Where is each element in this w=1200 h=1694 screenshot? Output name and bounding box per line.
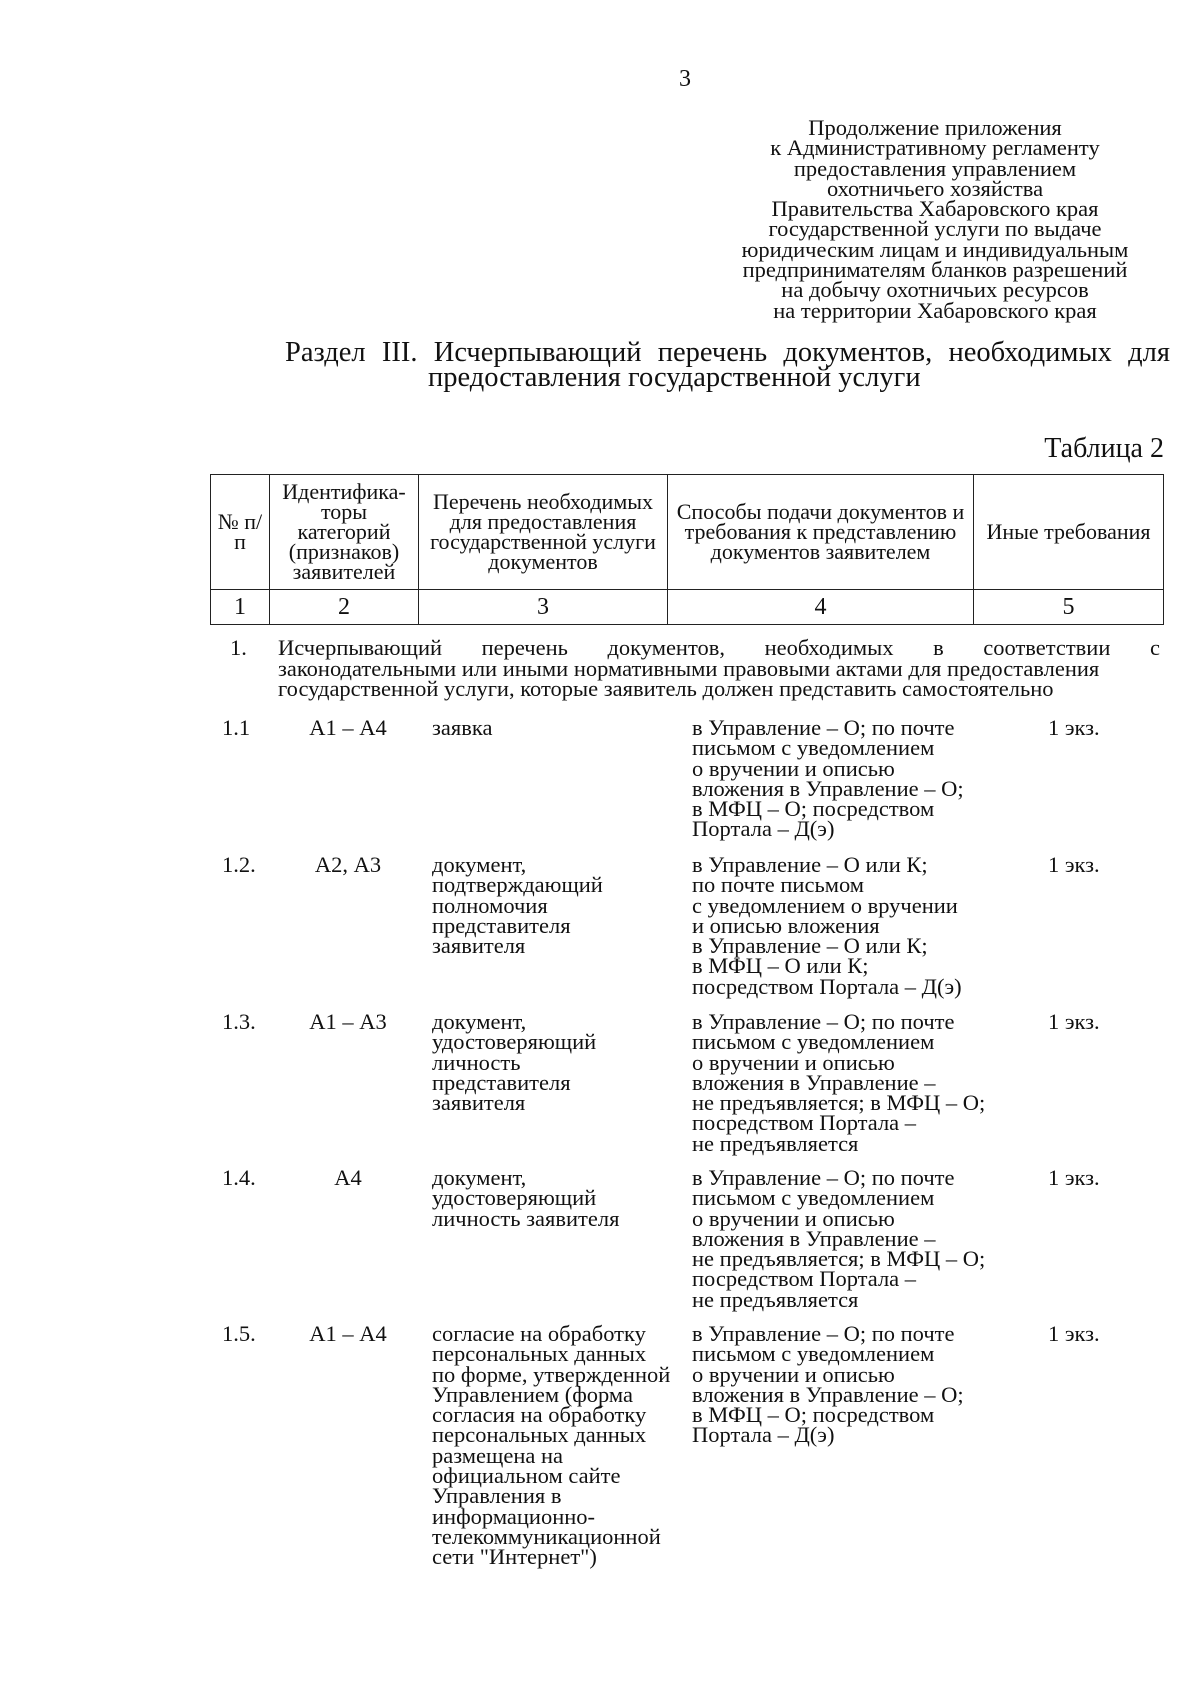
- way-line: о вручении и описью: [692, 1205, 895, 1231]
- way-line: письмом с уведомлением: [692, 735, 935, 761]
- row-document: [432, 1165, 682, 1231]
- way-line: вложения в Управление – О;: [692, 1381, 964, 1407]
- doc-line: согласия на обработку: [432, 1402, 647, 1428]
- appendix-line: государственной услуги по выдаче: [768, 216, 1102, 242]
- way-line: в Управление – О или К;: [692, 933, 928, 959]
- row-submission-methods: [692, 1321, 1022, 1448]
- col-header-submission-methods: Способы подачи документов и требования к представлению документов заявителем: [668, 475, 974, 590]
- way-line: о вручении и описью: [692, 1361, 895, 1387]
- way-line: Портала – Д(э): [692, 816, 835, 842]
- doc-line: Управлением (форма: [432, 1381, 634, 1407]
- doc-line: документ,: [432, 1009, 527, 1034]
- way-line: в Управление – О; по почте: [692, 1009, 955, 1034]
- row-submission-methods: [692, 1009, 1022, 1156]
- doc-line: сети "Интернет"): [432, 1544, 597, 1570]
- doc-line: Управления в: [432, 1483, 562, 1509]
- col-number: 1: [211, 590, 270, 625]
- table-header-row: [211, 475, 1164, 590]
- col-number: 5: [974, 590, 1164, 625]
- appendix-line: на добычу охотничьих ресурсов: [781, 277, 1089, 303]
- way-line: и описью вложения: [692, 912, 880, 938]
- heading-word: соответствии: [983, 635, 1111, 660]
- title-word: Раздел: [285, 337, 366, 368]
- row-other-requirements: 1 экз.: [1048, 1321, 1100, 1346]
- doc-line: размещена на: [432, 1442, 564, 1468]
- heading-word: документов,: [607, 635, 726, 660]
- way-line: не предъявляется: [692, 1130, 859, 1156]
- section-title-line2: предоставления государственной услуги: [428, 362, 921, 393]
- row-document: [432, 1321, 682, 1570]
- col-number: 3: [419, 590, 668, 625]
- title-word: необходимых: [948, 337, 1112, 368]
- col-header-number: № п/п: [211, 475, 270, 590]
- row-other-requirements: 1 экз.: [1048, 852, 1100, 877]
- doc-line: персональных данных: [432, 1422, 647, 1448]
- row-submission-methods: [692, 1165, 1022, 1312]
- row-applicant-codes: А1 – А4: [309, 1321, 387, 1346]
- way-line: письмом с уведомлением: [692, 1185, 935, 1211]
- row-document: [432, 715, 682, 740]
- col-header-other-requirements: Иные требования: [974, 475, 1164, 590]
- appendix-line: на территории Хабаровского края: [773, 297, 1097, 323]
- title-word: документов,: [783, 337, 933, 368]
- table-column-numbers-row: [211, 590, 1164, 625]
- heading-word: Исчерпывающий: [278, 635, 443, 660]
- appendix-line: юридическим лицам и индивидуальным: [741, 236, 1129, 262]
- section-1-heading: [230, 635, 1160, 701]
- title-word: III.: [381, 337, 418, 368]
- title-word: Исчерпывающий: [433, 337, 642, 368]
- way-line: о вручении и описью: [692, 1049, 895, 1075]
- doc-line: документ,: [432, 852, 527, 877]
- row-document: [432, 1009, 682, 1116]
- col-number: 2: [270, 590, 419, 625]
- heading-word: в: [933, 635, 944, 660]
- heading-word: перечень: [481, 635, 568, 660]
- appendix-line: Продолжение приложения: [808, 115, 1062, 140]
- row-other-requirements: 1 экз.: [1048, 715, 1100, 740]
- way-line: с уведомлением о вручении: [692, 892, 958, 918]
- doc-line: удостоверяющий: [432, 1185, 597, 1211]
- title-word: для: [1128, 337, 1170, 368]
- way-line: в Управление – О; по почте: [692, 1165, 955, 1190]
- doc-line: заявителя: [432, 933, 526, 959]
- doc-line: документ,: [432, 1165, 527, 1190]
- way-line: вложения в Управление –: [692, 1225, 936, 1251]
- page-number: 3: [679, 66, 691, 92]
- way-line: о вручении и описью: [692, 755, 895, 781]
- way-line: Портала – Д(э): [692, 1422, 835, 1448]
- way-line: в Управление – О или К;: [692, 852, 928, 877]
- row-number: 1.5.: [222, 1321, 256, 1346]
- way-line: в Управление – О; по почте: [692, 1321, 955, 1346]
- way-line: не предъявляется: [692, 1286, 859, 1312]
- row-applicant-codes: А1 – А3: [309, 1009, 387, 1034]
- doc-line: согласие на обработку: [432, 1321, 646, 1346]
- doc-line: официальном сайте: [432, 1463, 621, 1489]
- col-header-documents: Перечень необходимых для предоставления государственной услуги документов: [419, 475, 668, 590]
- doc-line: удостоверяющий: [432, 1029, 597, 1055]
- way-line: в Управление – О; по почте: [692, 715, 955, 740]
- table-header: [210, 474, 1164, 625]
- way-line: в МФЦ – О или К;: [692, 953, 869, 979]
- way-line: письмом с уведомлением: [692, 1029, 935, 1055]
- doc-line: заявка: [432, 715, 493, 740]
- appendix-header: [700, 115, 1170, 323]
- doc-line: заявителя: [432, 1090, 526, 1116]
- section-title: [285, 337, 1170, 393]
- doc-line: по форме, утвержденной: [432, 1361, 671, 1387]
- table-label: Таблица 2: [1044, 433, 1164, 464]
- row-applicant-codes: А4: [334, 1165, 362, 1190]
- col-header-identifiers: Идентифика- торы категорий (признаков) заявителей: [270, 475, 419, 590]
- way-line: вложения в Управление –: [692, 1069, 936, 1095]
- heading-word: с: [1149, 635, 1160, 660]
- way-line: посредством Портала –: [692, 1266, 917, 1292]
- doc-line: подтверждающий: [432, 872, 603, 898]
- row-applicant-codes: А2, А3: [314, 852, 382, 877]
- row-applicant-codes: А1 – А4: [309, 715, 387, 740]
- way-line: не предъявляется; в МФЦ – О;: [692, 1246, 986, 1272]
- row-submission-methods: [692, 715, 1022, 842]
- section-1-line3: государственной услуги, которые заявитель должен представить самостоятельно: [278, 676, 1054, 701]
- doc-line: информационно-: [432, 1503, 596, 1529]
- way-line: посредством Портала –: [692, 1110, 917, 1136]
- way-line: в МФЦ – О; посредством: [692, 1402, 935, 1428]
- appendix-line: предоставления управлением: [793, 155, 1077, 181]
- heading-word: необходимых: [764, 635, 894, 660]
- doc-line: личность: [432, 1049, 521, 1075]
- row-document: [432, 852, 682, 959]
- row-number: 1.2.: [222, 852, 256, 877]
- row-number: 1.3.: [222, 1009, 256, 1034]
- doc-line: телекоммуникационной: [432, 1523, 661, 1549]
- row-other-requirements: 1 экз.: [1048, 1009, 1100, 1034]
- section-1-line2: законодательными или иными нормативными правовыми актами для предоставления: [278, 655, 1100, 681]
- row-number: 1.1: [222, 715, 251, 740]
- doc-line: персональных данных: [432, 1341, 647, 1367]
- way-line: по почте письмом: [692, 872, 865, 898]
- row-number: 1.4.: [222, 1165, 256, 1190]
- title-word: перечень: [657, 337, 768, 368]
- doc-line: представителя: [432, 1069, 571, 1095]
- appendix-line: Правительства Хабаровского края: [771, 196, 1099, 222]
- way-line: не предъявляется; в МФЦ – О;: [692, 1090, 986, 1116]
- appendix-line: предпринимателям бланков разрешений: [742, 257, 1128, 283]
- appendix-line: охотничьего хозяйства: [826, 175, 1044, 201]
- doc-line: представителя: [432, 912, 571, 938]
- row-submission-methods: [692, 852, 1022, 999]
- doc-line: личность заявителя: [432, 1205, 620, 1231]
- way-line: посредством Портала – Д(э): [692, 973, 962, 999]
- col-number: 4: [668, 590, 974, 625]
- way-line: вложения в Управление – О;: [692, 775, 964, 801]
- way-line: письмом с уведомлением: [692, 1341, 935, 1367]
- doc-line: полномочия: [432, 892, 548, 918]
- section-1-number: 1.: [230, 635, 247, 660]
- way-line: в МФЦ – О; посредством: [692, 796, 935, 822]
- row-other-requirements: 1 экз.: [1048, 1165, 1100, 1190]
- appendix-line: к Административному регламенту: [770, 135, 1100, 161]
